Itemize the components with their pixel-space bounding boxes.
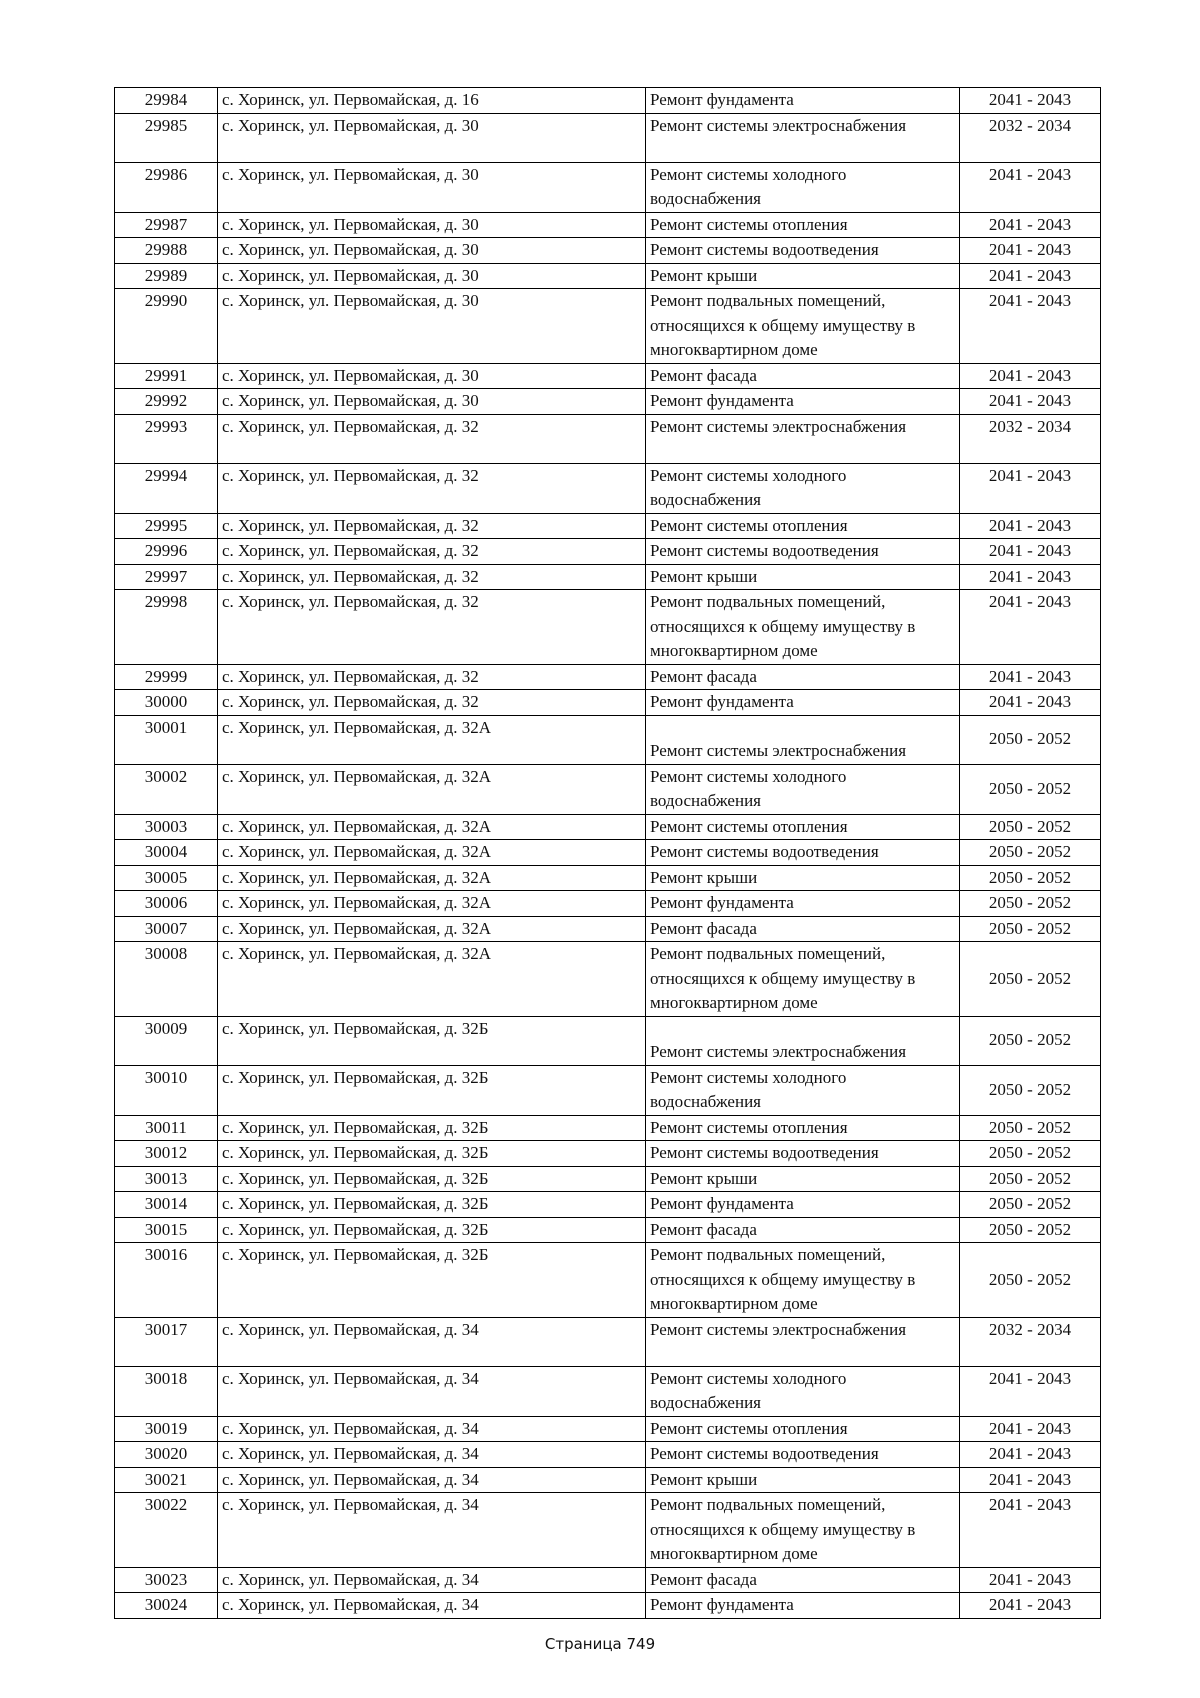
row-number-cell: 30005 xyxy=(115,865,218,891)
repair-schedule-table xyxy=(114,87,1101,1619)
address-cell: с. Хоринск, ул. Первомайская, д. 32 xyxy=(218,564,646,590)
row-number-cell: 29986 xyxy=(115,162,218,212)
row-number-cell: 30021 xyxy=(115,1467,218,1493)
work-type-cell: Ремонт системы электроснабжения xyxy=(646,113,960,162)
work-type-cell: Ремонт подвальных помещений, относящихся к общему имуществу в многоквартирном доме xyxy=(646,590,960,665)
work-type-cell: Ремонт фасада xyxy=(646,916,960,942)
address-cell: с. Хоринск, ул. Первомайская, д. 32Б xyxy=(218,1065,646,1115)
work-type-cell: Ремонт системы электроснабжения xyxy=(646,414,960,463)
work-type-cell: Ремонт системы водоотведения xyxy=(646,539,960,565)
row-number-cell: 29996 xyxy=(115,539,218,565)
row-number-cell: 30012 xyxy=(115,1141,218,1167)
work-type-cell: Ремонт системы холодного водоснабжения xyxy=(646,162,960,212)
row-number-cell: 30018 xyxy=(115,1366,218,1416)
period-cell: 2050 - 2052 xyxy=(960,1115,1101,1141)
period-cell: 2041 - 2043 xyxy=(960,238,1101,264)
table-row xyxy=(115,916,1101,942)
address-cell: с. Хоринск, ул. Первомайская, д. 34 xyxy=(218,1416,646,1442)
address-cell: с. Хоринск, ул. Первомайская, д. 32 xyxy=(218,590,646,665)
table-row xyxy=(115,1366,1101,1416)
period-cell: 2041 - 2043 xyxy=(960,1567,1101,1593)
row-number-cell: 29984 xyxy=(115,88,218,114)
table-row xyxy=(115,1065,1101,1115)
work-type-cell: Ремонт крыши xyxy=(646,1166,960,1192)
work-type-cell: Ремонт фасада xyxy=(646,1217,960,1243)
row-number-cell: 29995 xyxy=(115,513,218,539)
table-row xyxy=(115,1317,1101,1366)
table-row xyxy=(115,690,1101,716)
row-number-cell: 30016 xyxy=(115,1243,218,1318)
work-type-cell: Ремонт системы электроснабжения xyxy=(646,715,960,764)
address-cell: с. Хоринск, ул. Первомайская, д. 32А xyxy=(218,814,646,840)
table-row xyxy=(115,1416,1101,1442)
row-number-cell: 30010 xyxy=(115,1065,218,1115)
table-row xyxy=(115,162,1101,212)
address-cell: с. Хоринск, ул. Первомайская, д. 30 xyxy=(218,289,646,364)
table-row xyxy=(115,564,1101,590)
work-type-cell: Ремонт подвальных помещений, относящихся к общему имуществу в многоквартирном доме xyxy=(646,942,960,1017)
address-cell: с. Хоринск, ул. Первомайская, д. 30 xyxy=(218,389,646,415)
work-type-cell: Ремонт фундамента xyxy=(646,891,960,917)
work-type-cell: Ремонт системы отопления xyxy=(646,513,960,539)
period-cell: 2050 - 2052 xyxy=(960,942,1101,1017)
row-number-cell: 29999 xyxy=(115,664,218,690)
work-type-cell: Ремонт системы водоотведения xyxy=(646,1141,960,1167)
period-cell: 2041 - 2043 xyxy=(960,1467,1101,1493)
address-cell: с. Хоринск, ул. Первомайская, д. 32 xyxy=(218,513,646,539)
table-row xyxy=(115,263,1101,289)
period-cell: 2041 - 2043 xyxy=(960,1416,1101,1442)
address-cell: с. Хоринск, ул. Первомайская, д. 32Б xyxy=(218,1243,646,1318)
row-number-cell: 29994 xyxy=(115,463,218,513)
period-cell: 2050 - 2052 xyxy=(960,1166,1101,1192)
table-row xyxy=(115,1016,1101,1065)
period-cell: 2050 - 2052 xyxy=(960,1243,1101,1318)
address-cell: с. Хоринск, ул. Первомайская, д. 34 xyxy=(218,1442,646,1468)
work-type-cell: Ремонт крыши xyxy=(646,263,960,289)
table-row xyxy=(115,363,1101,389)
address-cell: с. Хоринск, ул. Первомайская, д. 30 xyxy=(218,212,646,238)
period-cell: 2041 - 2043 xyxy=(960,1493,1101,1568)
work-type-cell: Ремонт системы электроснабжения xyxy=(646,1016,960,1065)
period-cell: 2032 - 2034 xyxy=(960,113,1101,162)
work-type-cell: Ремонт системы электроснабжения xyxy=(646,1317,960,1366)
address-cell: с. Хоринск, ул. Первомайская, д. 34 xyxy=(218,1493,646,1568)
row-number-cell: 30015 xyxy=(115,1217,218,1243)
period-cell: 2041 - 2043 xyxy=(960,88,1101,114)
work-type-cell: Ремонт системы холодного водоснабжения xyxy=(646,764,960,814)
period-cell: 2041 - 2043 xyxy=(960,664,1101,690)
table-row xyxy=(115,389,1101,415)
row-number-cell: 30020 xyxy=(115,1442,218,1468)
address-cell: с. Хоринск, ул. Первомайская, д. 32Б xyxy=(218,1192,646,1218)
work-type-cell: Ремонт системы отопления xyxy=(646,1416,960,1442)
table-row xyxy=(115,1115,1101,1141)
row-number-cell: 30014 xyxy=(115,1192,218,1218)
period-cell: 2041 - 2043 xyxy=(960,463,1101,513)
row-number-cell: 30019 xyxy=(115,1416,218,1442)
table-row xyxy=(115,814,1101,840)
row-number-cell: 30017 xyxy=(115,1317,218,1366)
row-number-cell: 30001 xyxy=(115,715,218,764)
address-cell: с. Хоринск, ул. Первомайская, д. 32Б xyxy=(218,1115,646,1141)
work-type-cell: Ремонт системы холодного водоснабжения xyxy=(646,463,960,513)
address-cell: с. Хоринск, ул. Первомайская, д. 32 xyxy=(218,414,646,463)
page-number: Страница 749 xyxy=(544,1635,656,1653)
row-number-cell: 29991 xyxy=(115,363,218,389)
period-cell: 2041 - 2043 xyxy=(960,1593,1101,1619)
work-type-cell: Ремонт фасада xyxy=(646,1567,960,1593)
row-number-cell: 30009 xyxy=(115,1016,218,1065)
work-type-cell: Ремонт подвальных помещений, относящихся к общему имуществу в многоквартирном доме xyxy=(646,1243,960,1318)
row-number-cell: 29993 xyxy=(115,414,218,463)
address-cell: с. Хоринск, ул. Первомайская, д. 32 xyxy=(218,463,646,513)
period-cell: 2041 - 2043 xyxy=(960,263,1101,289)
row-number-cell: 30006 xyxy=(115,891,218,917)
row-number-cell: 29998 xyxy=(115,590,218,665)
address-cell: с. Хоринск, ул. Первомайская, д. 34 xyxy=(218,1317,646,1366)
row-number-cell: 30002 xyxy=(115,764,218,814)
period-cell: 2041 - 2043 xyxy=(960,690,1101,716)
period-cell: 2041 - 2043 xyxy=(960,363,1101,389)
row-number-cell: 30004 xyxy=(115,840,218,866)
work-type-cell: Ремонт крыши xyxy=(646,1467,960,1493)
period-cell: 2032 - 2034 xyxy=(960,414,1101,463)
work-type-cell: Ремонт фундамента xyxy=(646,690,960,716)
row-number-cell: 30000 xyxy=(115,690,218,716)
table-row xyxy=(115,764,1101,814)
row-number-cell: 30022 xyxy=(115,1493,218,1568)
address-cell: с. Хоринск, ул. Первомайская, д. 34 xyxy=(218,1593,646,1619)
work-type-cell: Ремонт фасада xyxy=(646,664,960,690)
work-type-cell: Ремонт системы отопления xyxy=(646,1115,960,1141)
period-cell: 2050 - 2052 xyxy=(960,1065,1101,1115)
work-type-cell: Ремонт системы водоотведения xyxy=(646,840,960,866)
address-cell: с. Хоринск, ул. Первомайская, д. 32Б xyxy=(218,1166,646,1192)
period-cell: 2041 - 2043 xyxy=(960,1442,1101,1468)
work-type-cell: Ремонт системы холодного водоснабжения xyxy=(646,1366,960,1416)
work-type-cell: Ремонт фундамента xyxy=(646,1192,960,1218)
period-cell: 2050 - 2052 xyxy=(960,916,1101,942)
address-cell: с. Хоринск, ул. Первомайская, д. 32А xyxy=(218,942,646,1017)
table-row xyxy=(115,1243,1101,1318)
table-row xyxy=(115,664,1101,690)
table-row xyxy=(115,891,1101,917)
period-cell: 2050 - 2052 xyxy=(960,1217,1101,1243)
row-number-cell: 30008 xyxy=(115,942,218,1017)
period-cell: 2050 - 2052 xyxy=(960,1141,1101,1167)
table-row xyxy=(115,113,1101,162)
table-row xyxy=(115,238,1101,264)
work-type-cell: Ремонт системы водоотведения xyxy=(646,1442,960,1468)
work-type-cell: Ремонт фасада xyxy=(646,363,960,389)
table-row xyxy=(115,1467,1101,1493)
table-row xyxy=(115,1567,1101,1593)
table-row xyxy=(115,1166,1101,1192)
work-type-cell: Ремонт фундамента xyxy=(646,88,960,114)
work-type-cell: Ремонт системы отопления xyxy=(646,814,960,840)
period-cell: 2050 - 2052 xyxy=(960,764,1101,814)
row-number-cell: 29988 xyxy=(115,238,218,264)
period-cell: 2041 - 2043 xyxy=(960,564,1101,590)
period-cell: 2041 - 2043 xyxy=(960,389,1101,415)
row-number-cell: 30013 xyxy=(115,1166,218,1192)
address-cell: с. Хоринск, ул. Первомайская, д. 32А xyxy=(218,764,646,814)
address-cell: с. Хоринск, ул. Первомайская, д. 32Б xyxy=(218,1141,646,1167)
row-number-cell: 30007 xyxy=(115,916,218,942)
table-row xyxy=(115,539,1101,565)
address-cell: с. Хоринск, ул. Первомайская, д. 32А xyxy=(218,865,646,891)
table-row xyxy=(115,840,1101,866)
row-number-cell: 30003 xyxy=(115,814,218,840)
work-type-cell: Ремонт крыши xyxy=(646,865,960,891)
address-cell: с. Хоринск, ул. Первомайская, д. 32 xyxy=(218,539,646,565)
period-cell: 2041 - 2043 xyxy=(960,513,1101,539)
period-cell: 2050 - 2052 xyxy=(960,814,1101,840)
row-number-cell: 29987 xyxy=(115,212,218,238)
address-cell: с. Хоринск, ул. Первомайская, д. 32Б xyxy=(218,1217,646,1243)
row-number-cell: 30011 xyxy=(115,1115,218,1141)
work-type-cell: Ремонт системы водоотведения xyxy=(646,238,960,264)
table-row xyxy=(115,414,1101,463)
period-cell: 2041 - 2043 xyxy=(960,539,1101,565)
address-cell: с. Хоринск, ул. Первомайская, д. 34 xyxy=(218,1567,646,1593)
address-cell: с. Хоринск, ул. Первомайская, д. 32 xyxy=(218,690,646,716)
period-cell: 2041 - 2043 xyxy=(960,162,1101,212)
period-cell: 2050 - 2052 xyxy=(960,715,1101,764)
address-cell: с. Хоринск, ул. Первомайская, д. 30 xyxy=(218,113,646,162)
table-row xyxy=(115,513,1101,539)
row-number-cell: 29997 xyxy=(115,564,218,590)
table-row xyxy=(115,1192,1101,1218)
period-cell: 2041 - 2043 xyxy=(960,590,1101,665)
table-row xyxy=(115,942,1101,1017)
row-number-cell: 29990 xyxy=(115,289,218,364)
period-cell: 2050 - 2052 xyxy=(960,865,1101,891)
table-row xyxy=(115,590,1101,665)
work-type-cell: Ремонт подвальных помещений, относящихся к общему имуществу в многоквартирном доме xyxy=(646,1493,960,1568)
table-row xyxy=(115,1217,1101,1243)
table-row xyxy=(115,289,1101,364)
address-cell: с. Хоринск, ул. Первомайская, д. 32Б xyxy=(218,1016,646,1065)
period-cell: 2050 - 2052 xyxy=(960,1016,1101,1065)
address-cell: с. Хоринск, ул. Первомайская, д. 30 xyxy=(218,363,646,389)
work-type-cell: Ремонт крыши xyxy=(646,564,960,590)
row-number-cell: 29992 xyxy=(115,389,218,415)
work-type-cell: Ремонт системы отопления xyxy=(646,212,960,238)
work-type-cell: Ремонт фундамента xyxy=(646,389,960,415)
period-cell: 2032 - 2034 xyxy=(960,1317,1101,1366)
row-number-cell: 29985 xyxy=(115,113,218,162)
address-cell: с. Хоринск, ул. Первомайская, д. 32А xyxy=(218,840,646,866)
work-type-cell: Ремонт подвальных помещений, относящихся к общему имуществу в многоквартирном доме xyxy=(646,289,960,364)
address-cell: с. Хоринск, ул. Первомайская, д. 32А xyxy=(218,715,646,764)
address-cell: с. Хоринск, ул. Первомайская, д. 32А xyxy=(218,891,646,917)
address-cell: с. Хоринск, ул. Первомайская, д. 30 xyxy=(218,263,646,289)
period-cell: 2050 - 2052 xyxy=(960,840,1101,866)
address-cell: с. Хоринск, ул. Первомайская, д. 34 xyxy=(218,1467,646,1493)
period-cell: 2041 - 2043 xyxy=(960,289,1101,364)
address-cell: с. Хоринск, ул. Первомайская, д. 16 xyxy=(218,88,646,114)
table-row xyxy=(115,463,1101,513)
row-number-cell: 30024 xyxy=(115,1593,218,1619)
period-cell: 2041 - 2043 xyxy=(960,1366,1101,1416)
address-cell: с. Хоринск, ул. Первомайская, д. 30 xyxy=(218,238,646,264)
table-row xyxy=(115,1593,1101,1619)
period-cell: 2041 - 2043 xyxy=(960,212,1101,238)
address-cell: с. Хоринск, ул. Первомайская, д. 32 xyxy=(218,664,646,690)
table-row xyxy=(115,1141,1101,1167)
table-body xyxy=(115,88,1101,1619)
table-row xyxy=(115,88,1101,114)
address-cell: с. Хоринск, ул. Первомайская, д. 30 xyxy=(218,162,646,212)
work-type-cell: Ремонт системы холодного водоснабжения xyxy=(646,1065,960,1115)
table-row xyxy=(115,1442,1101,1468)
period-cell: 2050 - 2052 xyxy=(960,891,1101,917)
table-row xyxy=(115,1493,1101,1568)
address-cell: с. Хоринск, ул. Первомайская, д. 32А xyxy=(218,916,646,942)
row-number-cell: 30023 xyxy=(115,1567,218,1593)
address-cell: с. Хоринск, ул. Первомайская, д. 34 xyxy=(218,1366,646,1416)
work-type-cell: Ремонт фундамента xyxy=(646,1593,960,1619)
table-row xyxy=(115,715,1101,764)
table-row xyxy=(115,212,1101,238)
period-cell: 2050 - 2052 xyxy=(960,1192,1101,1218)
table-row xyxy=(115,865,1101,891)
row-number-cell: 29989 xyxy=(115,263,218,289)
